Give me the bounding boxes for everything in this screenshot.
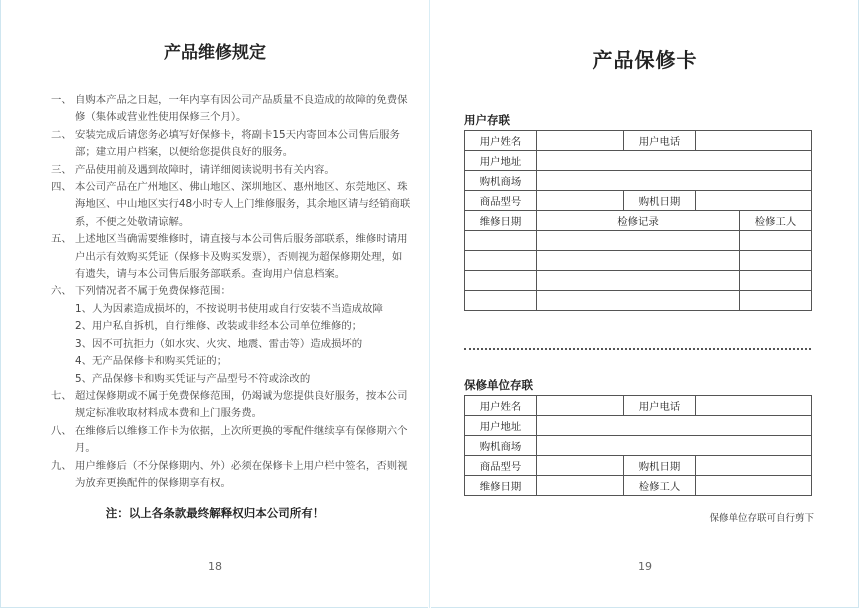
user-name-field[interactable]: [537, 131, 624, 151]
user-copy-title: 用户存联: [464, 113, 510, 127]
user-copy-table: [464, 130, 812, 311]
unit-copy-table: [464, 395, 812, 496]
technician-cell[interactable]: [740, 271, 812, 291]
technician-header: 检修工人: [740, 211, 812, 231]
user-name-label: 用户姓名: [465, 131, 537, 151]
repair-record-cell[interactable]: [537, 271, 740, 291]
rule-item: 二、 安装完成后请您务必填写好保修卡，将副卡15天内寄回本公司售后服务部；建立用户档案，以便给您提供良好的服务。: [51, 128, 400, 159]
user-address-label: 用户地址: [465, 151, 537, 171]
page-number-left: 18: [208, 560, 222, 573]
table-row: [465, 436, 812, 456]
user-address-field[interactable]: [537, 151, 812, 171]
user-address-field[interactable]: [537, 416, 812, 436]
user-phone-field[interactable]: [696, 396, 812, 416]
sub-rule-item: 2、用户私自拆机，自行维修、改装或非经本公司单位维修的；: [75, 320, 363, 333]
store-field[interactable]: [537, 171, 812, 191]
table-row: [465, 171, 812, 191]
table-row: [465, 191, 812, 211]
user-phone-label: 用户电话: [624, 396, 696, 416]
repair-date-cell[interactable]: [465, 291, 537, 311]
model-label: 商品型号: [465, 456, 537, 476]
left-page: [0, 0, 428, 608]
repair-date-label: 维修日期: [465, 476, 537, 496]
table-row: [465, 151, 812, 171]
table-row: [465, 291, 812, 311]
repair-record-header: 检修记录: [537, 211, 740, 231]
repair-record-cell[interactable]: [537, 231, 740, 251]
table-row: [465, 476, 812, 496]
repair-record-cell[interactable]: [537, 291, 740, 311]
rule-item: 八、 在维修后以维修工作卡为依据，上次所更换的零配件继续享有保修期六个月。: [51, 424, 408, 455]
unit-copy-title: 保修单位存联: [464, 378, 533, 392]
model-label: 商品型号: [465, 191, 537, 211]
model-field[interactable]: [537, 456, 624, 476]
table-row: [465, 251, 812, 271]
sub-rule-item: 4、无产品保修卡和购买凭证的；: [75, 355, 228, 368]
table-row: [465, 396, 812, 416]
purchase-date-field[interactable]: [696, 456, 812, 476]
table-row: [465, 416, 812, 436]
sub-rule-item: 5、产品保修卡和购买凭证与产品型号不符或涂改的: [75, 372, 311, 385]
rule-item: 一、 自购本产品之日起，一年内享有因公司产品质量不良造成的故障的免费保修（集体或营业性使用保修三个月）。: [51, 94, 408, 124]
purchase-date-field[interactable]: [696, 191, 812, 211]
user-name-field[interactable]: [537, 396, 624, 416]
table-row: [465, 456, 812, 476]
repair-rules-list: [51, 92, 411, 492]
rule-item: 四、 本公司产品在广州地区、佛山地区、深圳地区、惠州地区、东莞地区、珠海地区、中山地区实行48小时专人上门维修服务，其余地区请与经销商联系，不便之处敬请谅解。: [51, 181, 411, 228]
store-label: 购机商场: [465, 436, 537, 456]
user-address-label: 用户地址: [465, 416, 537, 436]
repair-date-cell[interactable]: [465, 271, 537, 291]
technician-label: 检修工人: [624, 476, 696, 496]
final-interpretation-note: 注：以上各条款最终解释权归本公司所有！: [105, 506, 325, 520]
book-spine: [429, 0, 430, 608]
purchase-date-label: 购机日期: [624, 191, 696, 211]
rule-item: 六、 下列情况者不属于免费保修范围：: [51, 285, 231, 298]
page-number-right: 19: [638, 560, 652, 573]
repair-record-cell[interactable]: [537, 251, 740, 271]
user-name-label: 用户姓名: [465, 396, 537, 416]
warranty-card-title: 产品保修卡: [592, 48, 698, 72]
technician-cell[interactable]: [740, 251, 812, 271]
model-field[interactable]: [537, 191, 624, 211]
technician-field[interactable]: [696, 476, 812, 496]
rule-item: 九、 用户维修后（不分保修期内、外）必须在保修卡上用户栏中签名，否则视为放弃更换配件的保修期享有权。: [51, 459, 408, 489]
cut-line: [464, 348, 811, 350]
cut-note: 保修单位存联可自行剪下: [709, 513, 814, 524]
store-label: 购机商场: [465, 171, 537, 191]
rule-item: 三、 产品使用前及遇到故障时，请详细阅读说明书有关内容。: [51, 163, 335, 176]
repair-date-header: 维修日期: [465, 211, 537, 231]
sub-rule-item: 3、因不可抗拒力（如水灾、火灾、地震、雷击等）造成损坏的: [75, 337, 363, 350]
repair-rules-title: 产品维修规定: [164, 43, 266, 63]
sub-rule-item: 1、人为因素造成损坏的，不按说明书使用或自行安装不当造成故障: [75, 302, 383, 315]
table-row: [465, 211, 812, 231]
technician-cell[interactable]: [740, 291, 812, 311]
repair-date-cell[interactable]: [465, 251, 537, 271]
store-field[interactable]: [537, 436, 812, 456]
repair-date-field[interactable]: [537, 476, 624, 496]
table-row: [465, 271, 812, 291]
table-row: [465, 231, 812, 251]
repair-date-cell[interactable]: [465, 231, 537, 251]
purchase-date-label: 购机日期: [624, 456, 696, 476]
table-row: [465, 131, 812, 151]
user-phone-field[interactable]: [696, 131, 812, 151]
rule-item: 七、 超过保修期或不属于免费保修范围，仍竭诚为您提供良好服务，按本公司规定标准收取材料成本费和上门服务费。: [51, 389, 408, 420]
right-page: [431, 0, 859, 608]
rule-item: 五、 上述地区当确需要维修时，请直接与本公司售后服务部联系，维修时请用户出示有效购买凭证（保修卡及购买发票），否则视为超保修期处理，如有遗失，请与本公司售后服务部联系。查询用户信息档案。: [51, 233, 408, 281]
technician-cell[interactable]: [740, 231, 812, 251]
user-phone-label: 用户电话: [624, 131, 696, 151]
